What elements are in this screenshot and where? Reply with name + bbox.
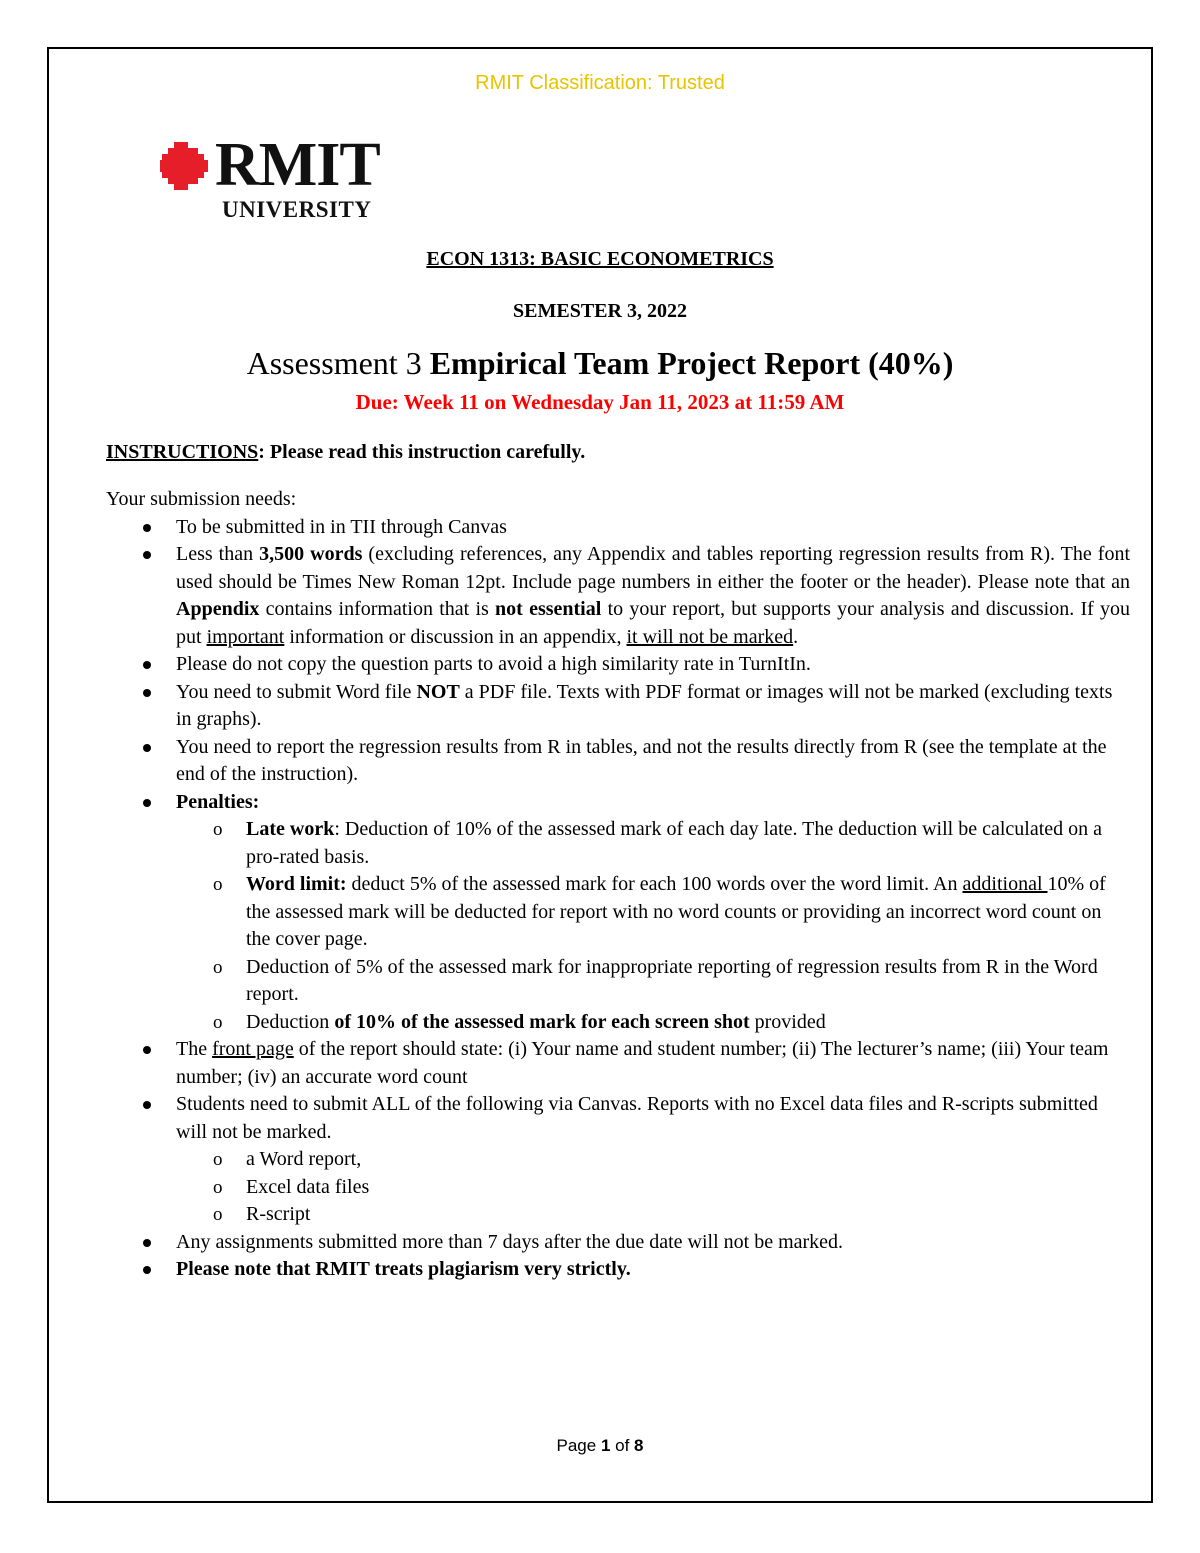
list-item — [106, 541, 1130, 651]
list-item — [176, 954, 1130, 1009]
item-text: provided — [749, 1010, 826, 1033]
penalties-label: Penalties: — [176, 790, 260, 813]
penalties-list — [176, 816, 1130, 1036]
instructions-label: INSTRUCTIONS — [106, 441, 259, 463]
instructions-text: : Please read this instruction carefully. — [258, 441, 586, 463]
late-work-label: Late work — [246, 818, 335, 840]
list-item: o a Word report, — [176, 1146, 1130, 1174]
rmit-pixel-mark-icon — [160, 142, 212, 192]
item-text: to your report, but supports your analysis and discussion. If you put — [176, 598, 1131, 648]
list-item — [106, 679, 1130, 734]
list-item — [106, 1091, 1130, 1229]
front-page-underline: front page — [212, 1038, 294, 1060]
list-item: o R-script — [176, 1201, 1130, 1229]
assessment-main-title: Empirical Team Project Report (40%) — [429, 345, 954, 381]
due-date: Due: Week 11 on Wednesday Jan 11, 2023 at 11:59 AM — [355, 390, 845, 414]
item-text: information or discussion in an appendix, — [284, 625, 627, 648]
list-item — [106, 651, 1130, 679]
submission-intro: Your submission needs: — [106, 488, 297, 510]
list-item — [106, 514, 1130, 542]
list-item — [106, 789, 1130, 1037]
rmit-logo — [160, 131, 400, 224]
list-item — [176, 816, 1130, 871]
item-text: : Deduction of 10% of the assessed mark of each day late. The deduction will be calculated on a pro-rated basis. — [246, 818, 1103, 868]
item-text: You need to submit Word file — [176, 680, 417, 703]
item-text: To be submitted in in TII through Canvas — [176, 515, 507, 538]
page-footer — [0, 1436, 1200, 1456]
item-text: (excluding references, any Appendix and tables reporting regression results from R). The font used should be Times New Roman 12pt. Include page numbers in either the footer or the header). Please note that an — [176, 543, 1131, 593]
instructions-heading — [106, 441, 585, 464]
course-title: ECON 1313: BASIC ECONOMETRICS — [426, 248, 774, 270]
item-text: deduct 5% of the assessed mark for each 100 words over the word limit. An — [346, 873, 963, 895]
instructions-body — [106, 486, 1130, 1284]
important-underline: important — [206, 625, 285, 648]
word-limit-emphasis: 3,500 words — [259, 543, 363, 565]
page-of: of — [610, 1436, 635, 1455]
not-emphasis: NOT — [416, 680, 460, 703]
item-text: . — [793, 625, 799, 648]
assessment-title — [0, 345, 1200, 382]
plagiarism-warning: Please note that RMIT treats plagiarism very strictly. — [176, 1258, 631, 1280]
assessment-prefix: Assessment 3 — [246, 345, 430, 381]
page-label: Page — [556, 1436, 601, 1455]
logo-wordmark: RMIT — [215, 131, 380, 199]
submission-files-list — [176, 1146, 1130, 1229]
list-item — [106, 734, 1130, 789]
item-text: Any assignments submitted more than 7 days after the due date will not be marked. — [176, 1230, 844, 1253]
item-text: a PDF file. Texts with PDF format or images will not be marked (excluding texts in graphs). — [176, 680, 1113, 730]
item-text: 10% of the assessed mark will be deducted for report with no word counts or providing an incorrect word count on the cover page. — [246, 873, 1106, 950]
item-text: Deduction of 5% of the assessed mark for inappropriate reporting of regression results from R in the Word report. — [246, 955, 1098, 1005]
additional-underline: additional — [962, 873, 1048, 895]
logo-subtitle: UNIVERSITY — [222, 197, 372, 222]
screenshot-penalty-emphasis: of 10% of the assessed mark for each screen shot — [334, 1010, 750, 1033]
item-text: The — [176, 1038, 213, 1060]
list-item — [106, 1256, 1130, 1284]
list-item — [106, 1036, 1130, 1091]
page-total: 8 — [634, 1436, 644, 1455]
word-limit-label: Word limit: — [246, 873, 347, 895]
list-item — [106, 1229, 1130, 1257]
not-marked-underline: it will not be marked — [626, 625, 794, 648]
requirements-list — [106, 514, 1130, 1284]
item-text: contains information that is — [259, 598, 496, 620]
list-item — [176, 871, 1130, 954]
item-text: You need to report the regression results from R in tables, and not the results directly from R (see the template at the end of the instruction). — [176, 735, 1107, 785]
list-item: o Excel data files — [176, 1174, 1130, 1202]
appendix-emphasis: Appendix — [176, 598, 260, 620]
semester-label: SEMESTER 3, 2022 — [513, 300, 687, 322]
item-text: Deduction — [246, 1010, 335, 1033]
classification-header: RMIT Classification: Trusted — [475, 72, 725, 94]
item-text: Students need to submit ALL of the following via Canvas. Reports with no Excel data files and R-scripts submitted will not be marked. — [176, 1093, 1098, 1143]
not-essential-emphasis: not essential — [495, 598, 602, 620]
item-text: Please do not copy the question parts to avoid a high similarity rate in TurnItIn. — [176, 653, 811, 675]
item-text: of the report should state: (i) Your name and student number; (ii) The lecturer’s name; (iii) Your team number; (iv) an accurate word count — [176, 1038, 1109, 1088]
list-item — [176, 1009, 1130, 1037]
page-number: 1 — [600, 1436, 611, 1455]
item-text: Less than — [176, 543, 260, 565]
